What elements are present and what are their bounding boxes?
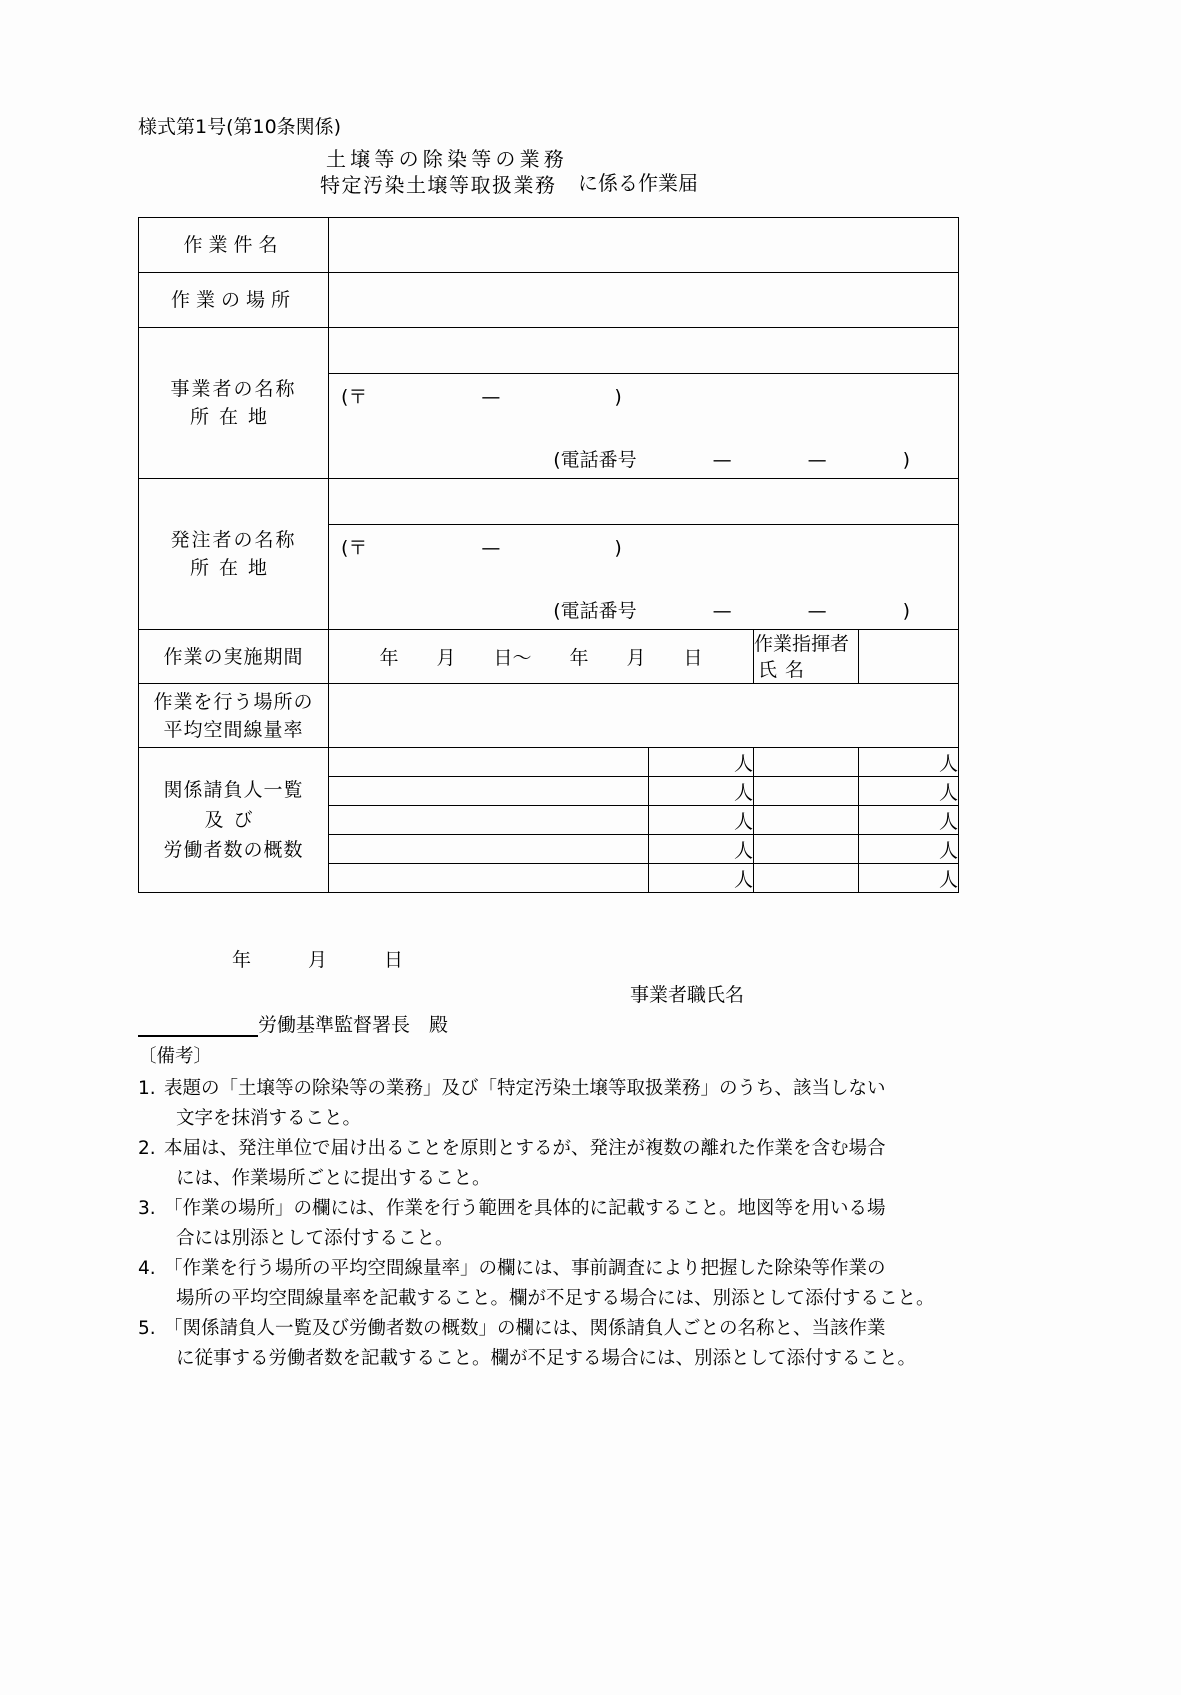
client-fields — [329, 479, 958, 629]
field-contractor-name[interactable] — [754, 864, 859, 893]
field-contractor-name[interactable] — [329, 748, 649, 777]
remark-item — [138, 1194, 978, 1254]
remark-item — [138, 1254, 978, 1314]
label-supervisor — [754, 630, 859, 684]
table-row-client — [139, 479, 959, 630]
client-telephone-placeholder: (電話番号 — — ) — [553, 600, 911, 622]
remark-text — [164, 1314, 978, 1374]
label-contractors — [139, 748, 329, 893]
remark-item — [138, 1314, 978, 1374]
remark-item — [138, 1074, 978, 1134]
field-client-block — [329, 479, 959, 630]
remark-text — [164, 1254, 978, 1314]
title-line-decontamination: 土壌等の除染等の業務 — [326, 147, 568, 171]
label-job-name — [139, 218, 329, 273]
unit-person: 人 — [859, 748, 959, 777]
remark-line: 「作業を行う場所の平均空間線量率」の欄には、事前調査により把握した除染等作業の — [164, 1258, 886, 1279]
submission-date-line[interactable]: 年 月 日 — [232, 949, 404, 971]
label-supervisor-name-text: 氏名 — [758, 658, 813, 681]
table-row-period — [139, 630, 959, 684]
remark-line: 合には別添として添付すること。 — [176, 1228, 454, 1249]
unit-person: 人 — [649, 806, 754, 835]
addressee-suffix: 労働基準監督署長 殿 — [258, 1014, 449, 1036]
unit-person: 人 — [649, 835, 754, 864]
unit-person: 人 — [859, 806, 959, 835]
remark-number: 5. — [138, 1318, 156, 1339]
addressee-blank-rule[interactable] — [138, 1019, 258, 1037]
field-contractor-name[interactable] — [754, 835, 859, 864]
label-client — [139, 479, 329, 630]
field-job-place[interactable] — [329, 273, 959, 328]
notification-form-table — [138, 217, 959, 893]
label-operator-address: 所在地 — [189, 406, 277, 428]
field-job-name[interactable] — [329, 218, 959, 273]
operator-telephone-placeholder: (電話番号 — — ) — [553, 449, 911, 471]
label-job-name-text: 作業件名 — [183, 234, 284, 256]
table-row-operator — [139, 328, 959, 479]
remark-line: には、作業場所ごとに提出すること。 — [176, 1168, 491, 1189]
unit-person: 人 — [649, 777, 754, 806]
label-contractors-line1: 関係請負人一覧 — [163, 779, 304, 801]
label-dose-line2: 平均空間線量率 — [163, 718, 304, 741]
field-supervisor-name[interactable] — [859, 630, 959, 684]
unit-person: 人 — [859, 777, 959, 806]
field-client-address[interactable] — [329, 525, 958, 629]
label-work-period — [139, 630, 329, 684]
field-work-period[interactable]: 年 月 日〜 年 月 日 — [329, 630, 754, 684]
unit-person: 人 — [649, 748, 754, 777]
remark-text — [164, 1194, 978, 1254]
label-client-name: 発注者の名称 — [170, 529, 297, 551]
label-contractors-line2: 及び — [204, 809, 263, 831]
field-contractor-name[interactable] — [329, 777, 649, 806]
operator-title-and-name: 事業者職氏名 — [630, 984, 745, 1006]
field-contractor-name[interactable] — [329, 806, 649, 835]
remark-item — [138, 1134, 978, 1194]
remark-line: 場所の平均空間線量率を記載すること。欄が不足する場合には、別添として添付すること。 — [176, 1288, 935, 1309]
remark-number: 2. — [138, 1138, 156, 1159]
addressee-line — [138, 1010, 448, 1037]
label-operator-name: 事業者の名称 — [170, 378, 297, 400]
label-average-dose-rate — [139, 684, 329, 748]
remark-text — [164, 1074, 978, 1134]
table-row-job-place — [139, 273, 959, 328]
client-postal-code-placeholder: (〒 — ) — [341, 537, 622, 559]
label-work-period-text: 作業の実施期間 — [163, 645, 304, 668]
table-row-contractor — [139, 748, 959, 777]
unit-person: 人 — [859, 864, 959, 893]
table-row-job-name — [139, 218, 959, 273]
remark-text — [164, 1134, 978, 1194]
field-operator-block — [329, 328, 959, 479]
document-title — [320, 146, 698, 198]
remark-line: に従事する労働者数を記載すること。欄が不足する場合には、別添として添付すること。 — [176, 1348, 917, 1369]
remark-number: 4. — [138, 1258, 156, 1279]
remarks-heading: 〔備考〕 — [138, 1046, 213, 1067]
title-target-lines — [320, 146, 568, 198]
field-operator-address[interactable] — [329, 374, 958, 478]
label-job-place — [139, 273, 329, 328]
label-dose-line1: 作業を行う場所の — [153, 690, 314, 713]
unit-person: 人 — [859, 835, 959, 864]
field-client-name[interactable] — [329, 479, 958, 525]
remarks-section — [138, 1042, 978, 1374]
field-contractor-name[interactable] — [754, 748, 859, 777]
field-contractor-name[interactable] — [329, 864, 649, 893]
label-supervisor-text: 作業指揮者 — [754, 632, 850, 655]
table-row-dose-rate — [139, 684, 959, 748]
field-contractor-name[interactable] — [754, 806, 859, 835]
title-suffix: に係る作業届 — [578, 171, 698, 195]
operator-fields — [329, 328, 958, 478]
remark-number: 3. — [138, 1198, 156, 1219]
remark-line: 「作業の場所」の欄には、作業を行う範囲を具体的に記載すること。地図等を用いる場 — [164, 1198, 886, 1219]
remark-line: 本届は、発注単位で届け出ることを原則とするが、発注が複数の離れた作業を含む場合 — [164, 1138, 886, 1159]
title-line-contaminated-soil: 特定汚染土壌等取扱業務 — [320, 173, 557, 197]
field-contractor-name[interactable] — [754, 777, 859, 806]
remark-line: 「関係請負人一覧及び労働者数の概数」の欄には、関係請負人ごとの名称と、当該作業 — [164, 1318, 886, 1339]
remark-line: 文字を抹消すること。 — [176, 1108, 362, 1129]
label-client-address: 所在地 — [189, 557, 277, 579]
remark-number: 1. — [138, 1078, 156, 1099]
label-contractors-line3: 労働者数の概数 — [163, 839, 304, 861]
remark-line: 表題の「土壌等の除染等の業務」及び「特定汚染土壌等取扱業務」のうち、該当しない — [164, 1078, 886, 1099]
form-number: 様式第1号(第10条関係) — [138, 116, 342, 138]
field-contractor-name[interactable] — [329, 835, 649, 864]
label-operator — [139, 328, 329, 479]
field-average-dose-rate[interactable] — [329, 684, 959, 748]
operator-postal-code-placeholder: (〒 — ) — [341, 386, 622, 408]
label-job-place-text: 作業の場所 — [170, 289, 296, 311]
field-operator-name[interactable] — [329, 328, 958, 374]
unit-person: 人 — [649, 864, 754, 893]
